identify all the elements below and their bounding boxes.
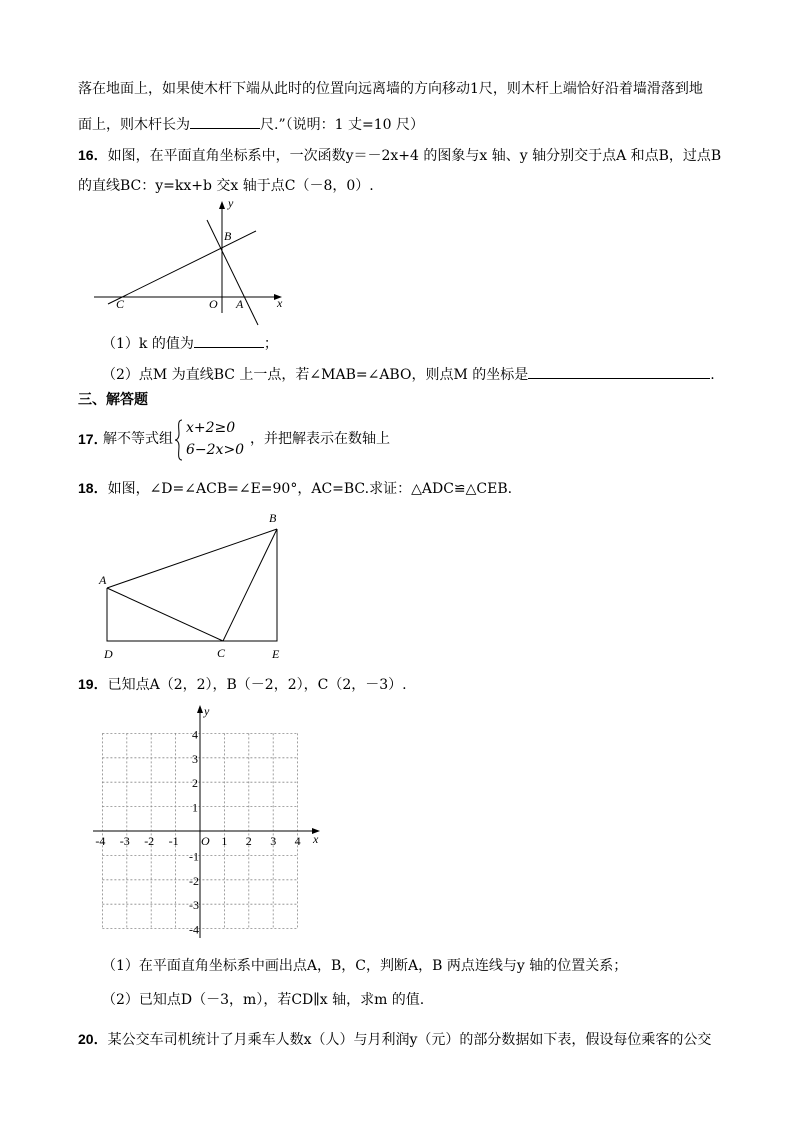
q17-lead: 解不等式组 <box>103 431 173 447</box>
q19-line <box>78 675 407 694</box>
q16-number: 16． <box>78 147 108 163</box>
q18-label-c: C <box>217 646 226 660</box>
y-tick-label: -1 <box>189 849 199 864</box>
q16-label-x: x <box>277 296 283 310</box>
intro-text-2a: 面上，则木杆长为 <box>78 117 190 133</box>
y-tick-label: 2 <box>192 776 198 791</box>
q17-brace-icon <box>174 418 184 462</box>
q20-number: 20． <box>78 1031 108 1047</box>
q18-figure <box>96 508 296 663</box>
q19-coordinate-grid <box>88 700 328 945</box>
x-tick-label: 4 <box>294 834 301 848</box>
y-tick-label: 3 <box>192 751 198 766</box>
x-tick-label: -1 <box>168 834 179 848</box>
x-tick-label: 1 <box>221 834 228 848</box>
y-tick-label: -2 <box>189 873 199 888</box>
q16-line-bc <box>108 231 256 304</box>
intro-text-1: 落在地面上，如果使木杆下端从此时的位置向远离墙的方向移动1尺，则木杆上端恰好沿着墙滑落到地 <box>78 81 703 97</box>
x-tick-label: -3 <box>119 834 130 848</box>
y-tick-label: 4 <box>192 727 198 742</box>
q18-line <box>78 479 512 498</box>
intro-line-1 <box>78 80 703 98</box>
section-heading: 三、解答题 <box>78 392 148 408</box>
q17-number: 17． <box>78 431 108 447</box>
x-tick-label: -4 <box>95 834 106 848</box>
q16-line-1 <box>78 146 721 165</box>
q16-y-arrow-icon <box>219 201 225 209</box>
q20-line <box>78 1030 711 1049</box>
q16-label-c: C <box>116 297 125 311</box>
q19-label-y: y <box>204 704 210 718</box>
answer-blank-pole-length[interactable] <box>190 114 260 129</box>
q18-text: 如图，∠D=∠ACB=∠E=90°，AC=BC.求证：△ADC≌△CEB. <box>107 481 513 497</box>
q18-label-a: A <box>99 573 107 587</box>
x-tick-label: 3 <box>270 834 277 848</box>
q16-part2-end: . <box>710 367 715 383</box>
q16-text-2: 的直线BC：y=kx+b 交x 轴于点C（－8，0）. <box>78 178 374 194</box>
answer-blank-k[interactable] <box>194 333 264 348</box>
q18-segment-ab <box>107 529 277 588</box>
q16-part2 <box>102 364 715 384</box>
y-tick-label: -4 <box>189 922 199 937</box>
q17-inequality-2: 6−2x>0 <box>186 442 245 458</box>
q19-y-arrow-icon <box>197 705 203 713</box>
q16-part1-text: （1）k 的值为 <box>102 336 194 352</box>
q18-segment-ac <box>107 588 223 641</box>
q19-label-origin: O <box>201 834 210 848</box>
q19-part2 <box>102 991 424 1009</box>
q18-label-b: B <box>269 511 277 525</box>
x-tick-label: 2 <box>245 834 252 848</box>
q16-line-2 <box>78 177 374 195</box>
intro-line-2 <box>78 114 424 134</box>
q19-text: 已知点A（2，2），B（－2，2），C（2，－3）. <box>107 677 407 693</box>
q16-label-o: O <box>209 297 218 311</box>
y-tick-label: 1 <box>192 800 198 815</box>
q18-frame <box>107 529 277 641</box>
q18-label-e: E <box>272 647 280 661</box>
q17-tail: ，并把解表示在数轴上 <box>250 431 390 447</box>
q18-segment-cb <box>223 529 277 641</box>
q17-inequality-1: x+2≥0 <box>186 420 236 436</box>
q16-figure <box>88 195 293 327</box>
q16-label-b: B <box>224 229 232 243</box>
x-tick-label: -2 <box>144 834 155 848</box>
q16-label-a: A <box>236 297 244 311</box>
q16-part1 <box>102 333 278 353</box>
q18-number: 18． <box>78 480 108 496</box>
q19-part2-text: （2）已知点D（－3，m），若CD∥x 轴，求m 的值. <box>102 992 425 1008</box>
q19-number: 19． <box>78 676 108 692</box>
y-tick-label: -3 <box>189 898 199 913</box>
q16-part2-text: （2）点M 为直线BC 上一点，若∠MAB=∠ABO，则点M 的坐标是 <box>102 367 529 383</box>
q19-label-x: x <box>313 832 319 846</box>
q19-part1 <box>102 957 627 975</box>
q19-part1-text: （1）在平面直角坐标系中画出点A，B，C，判断A，B 两点连线与y 轴的位置关系； <box>102 958 628 974</box>
q20-text: 某公交车司机统计了月乘车人数x（人）与月利润y（元）的部分数据如下表，假设每位乘客的公交 <box>107 1032 712 1048</box>
intro-text-2b: 尺.”（说明：1 丈=10 尺） <box>260 117 424 133</box>
q16-part1-end: ； <box>263 336 278 352</box>
q16-label-y: y <box>228 196 234 210</box>
answer-blank-m-coordinates[interactable] <box>528 364 710 379</box>
q18-label-d: D <box>104 647 113 661</box>
q16-text-1: 如图，在平面直角坐标系中，一次函数y＝－2x+4 的图象与x 轴、y 轴分别交于点A 和点B，过点B <box>107 148 722 164</box>
